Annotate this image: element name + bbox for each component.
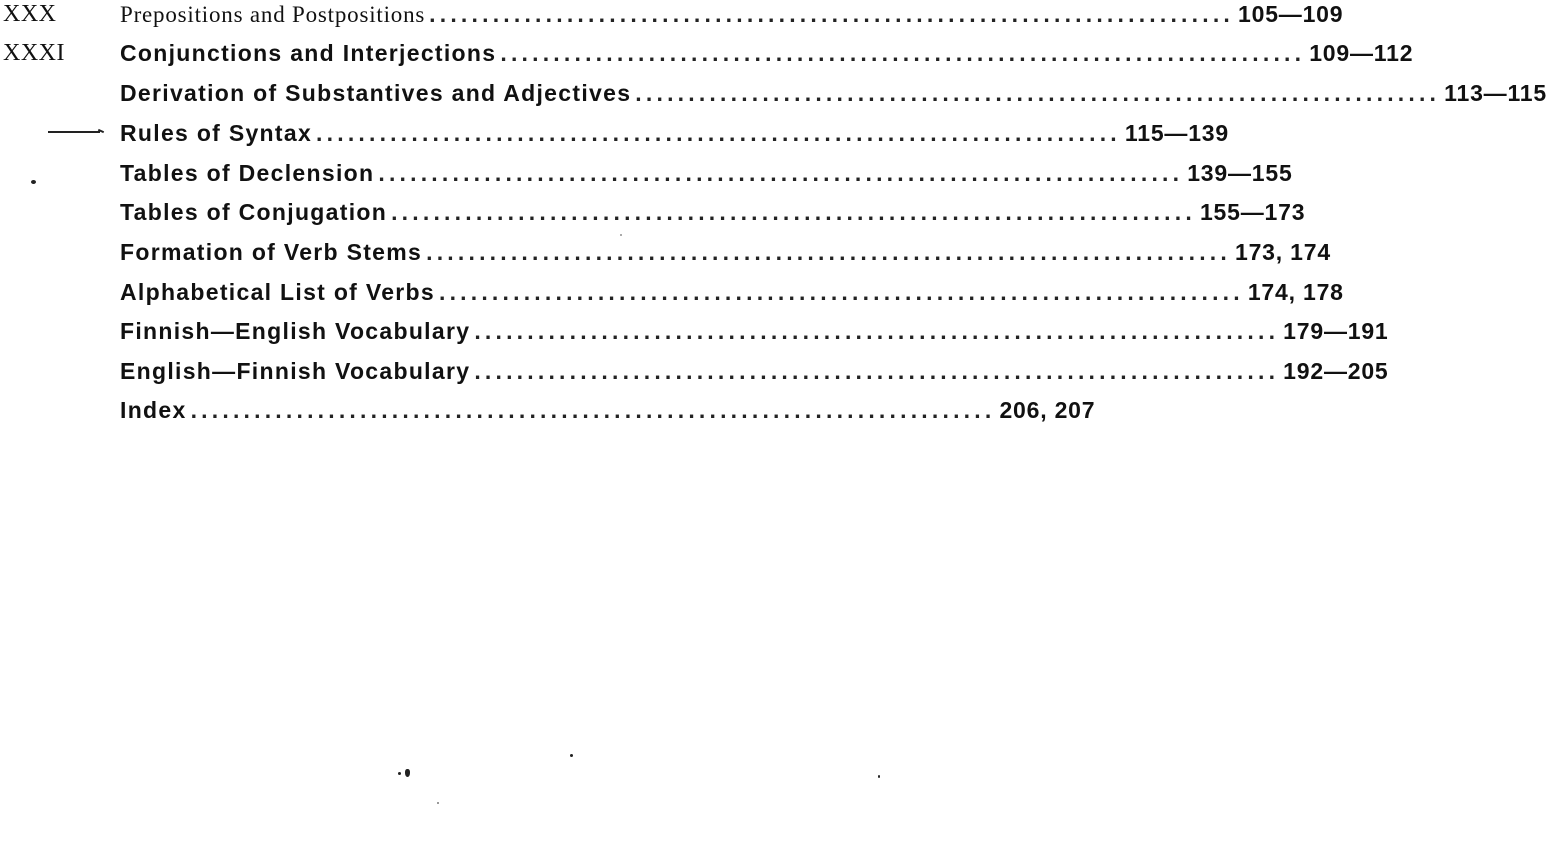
dot-leader: ............................................................................ xyxy=(426,239,1231,265)
toc-line xyxy=(120,160,1293,186)
toc-line xyxy=(120,199,1306,225)
entry-title: Conjunctions and Interjections xyxy=(120,40,497,66)
entry-title: Finnish—English Vocabulary xyxy=(120,318,471,344)
print-speck xyxy=(437,802,439,804)
page-range: 174, 178 xyxy=(1247,279,1344,305)
toc-line xyxy=(120,279,1344,305)
dot-leader: ............................................................................ xyxy=(378,160,1184,186)
dot-leader: ............................................................................ xyxy=(500,40,1306,66)
toc-entry xyxy=(0,80,1547,120)
toc-line xyxy=(120,120,1229,146)
page-range: 192—205 xyxy=(1283,358,1389,384)
dot-leader: ............................................................................ xyxy=(190,397,996,423)
page-range: 115—139 xyxy=(1124,120,1229,146)
page-range: 139—155 xyxy=(1187,160,1293,186)
toc-entry xyxy=(0,279,1344,319)
dot-leader: ............................................................................ xyxy=(391,199,1196,225)
toc-entry xyxy=(0,160,1293,200)
dot-leader: ............................................................................ xyxy=(635,80,1441,106)
toc-line xyxy=(120,397,1096,423)
entry-title: Formation of Verb Stems xyxy=(120,239,423,265)
entry-title: Alphabetical List of Verbs xyxy=(120,279,435,305)
toc-line xyxy=(120,40,1414,66)
dot-leader: ............................................................................ xyxy=(474,358,1280,384)
toc-entry xyxy=(0,318,1389,358)
page-range: 173, 174 xyxy=(1234,239,1331,265)
margin-tick-mark xyxy=(31,180,36,184)
print-speck xyxy=(405,769,410,777)
toc-entry xyxy=(0,239,1331,279)
print-speck xyxy=(398,772,401,775)
margin-dash-mark xyxy=(48,131,100,133)
page-range: 113—115 xyxy=(1444,80,1547,106)
entry-title: Prepositions and Postpositions xyxy=(120,2,426,27)
toc-entry xyxy=(0,397,1096,437)
toc-line xyxy=(120,1,1344,28)
entry-title: Tables of Conjugation xyxy=(120,199,388,225)
dot-leader: ............................................................................ xyxy=(474,318,1280,344)
toc-line xyxy=(120,239,1331,265)
page-range: 105—109 xyxy=(1238,1,1344,27)
chapter-number: XXX xyxy=(3,1,57,27)
entry-title: Rules of Syntax xyxy=(120,120,313,146)
toc-line xyxy=(120,318,1389,344)
page-range: 109—112 xyxy=(1309,40,1414,66)
page-range: 206, 207 xyxy=(999,397,1096,423)
print-speck xyxy=(878,775,880,778)
toc-entry xyxy=(0,40,1414,80)
print-speck xyxy=(620,234,622,236)
toc-entry xyxy=(0,358,1389,398)
entry-title: Index xyxy=(120,397,187,423)
page-range: 155—173 xyxy=(1199,199,1306,225)
print-speck xyxy=(570,754,573,757)
entry-title: Derivation of Substantives and Adjectives xyxy=(120,80,632,106)
entry-title: English—Finnish Vocabulary xyxy=(120,358,471,384)
toc-line xyxy=(120,80,1547,106)
toc-entry xyxy=(0,199,1306,239)
chapter-number: XXXI xyxy=(3,40,65,66)
toc-entry xyxy=(0,1,1344,41)
toc-entry xyxy=(0,120,1229,160)
dot-leader: ............................................................................ xyxy=(316,120,1121,146)
entry-title: Tables of Declension xyxy=(120,160,375,186)
dot-leader: ............................................................................ xyxy=(438,279,1244,305)
page-range: 179—191 xyxy=(1283,318,1389,344)
dot-leader: ............................................................................ xyxy=(429,1,1235,27)
toc-line xyxy=(120,358,1389,384)
